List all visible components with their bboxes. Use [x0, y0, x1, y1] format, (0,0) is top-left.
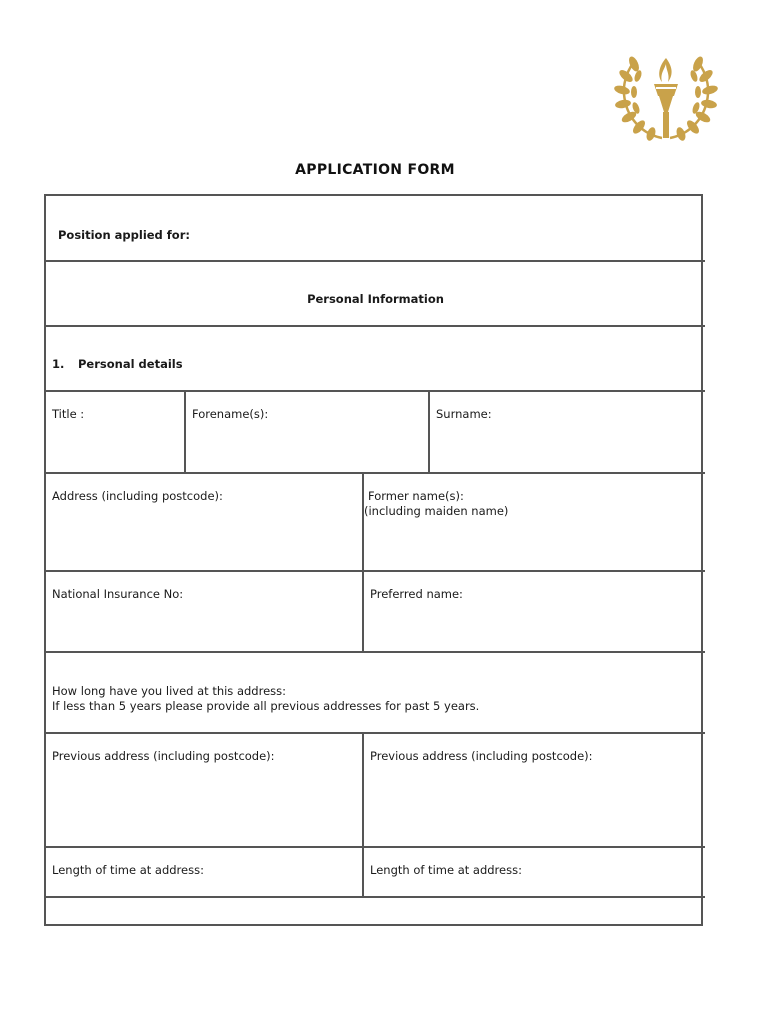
former-name-label: Former name(s): [368, 489, 464, 503]
title-label: Title : [52, 407, 85, 421]
address-label: Address (including postcode): [52, 489, 223, 503]
divider [44, 472, 705, 474]
surname-label: Surname: [436, 407, 492, 421]
length-of-time-left-label: Length of time at address: [52, 863, 204, 877]
subsection-heading [46, 352, 546, 377]
divider [44, 325, 705, 327]
forename-label: Forename(s): [192, 407, 269, 421]
how-long-question: How long have you lived at this address: [52, 684, 287, 698]
length-of-time-left-field[interactable] [46, 858, 362, 894]
former-name-field[interactable] [364, 484, 702, 568]
divider [44, 732, 705, 734]
preferred-name-label: Preferred name: [370, 587, 463, 601]
preferred-name-field[interactable] [364, 582, 702, 648]
length-of-time-right-label: Length of time at address: [370, 863, 522, 877]
previous-address-right-field[interactable] [364, 744, 702, 844]
former-name-note: (including maiden name) [364, 504, 509, 518]
subsection-title: Personal details [78, 357, 183, 371]
forename-field[interactable] [186, 402, 428, 470]
subsection-number: 1. [52, 357, 65, 371]
divider [44, 570, 705, 572]
section-title: Personal Information [307, 292, 444, 306]
laurel-torch-icon [612, 54, 720, 144]
address-field[interactable] [46, 484, 362, 568]
how-long-field[interactable] [46, 679, 702, 729]
previous-address-right-label: Previous address (including postcode): [370, 749, 593, 763]
national-insurance-field[interactable] [46, 582, 362, 648]
divider [44, 846, 705, 848]
title-field[interactable] [46, 402, 184, 470]
previous-address-left-label: Previous address (including postcode): [52, 749, 275, 763]
surname-field[interactable] [430, 402, 702, 470]
position-applied-for-label: Position applied for: [58, 228, 190, 242]
divider [44, 390, 705, 392]
length-of-time-right-field[interactable] [364, 858, 702, 894]
national-insurance-label: National Insurance No: [52, 587, 184, 601]
previous-address-left-field[interactable] [46, 744, 362, 844]
position-applied-for-field[interactable] [54, 223, 694, 248]
divider [44, 260, 705, 262]
divider [44, 651, 705, 653]
form-title: APPLICATION FORM [295, 162, 455, 178]
empty-row[interactable] [46, 898, 702, 924]
how-long-instruction: If less than 5 years please provide all previous addresses for past 5 years. [52, 699, 480, 713]
